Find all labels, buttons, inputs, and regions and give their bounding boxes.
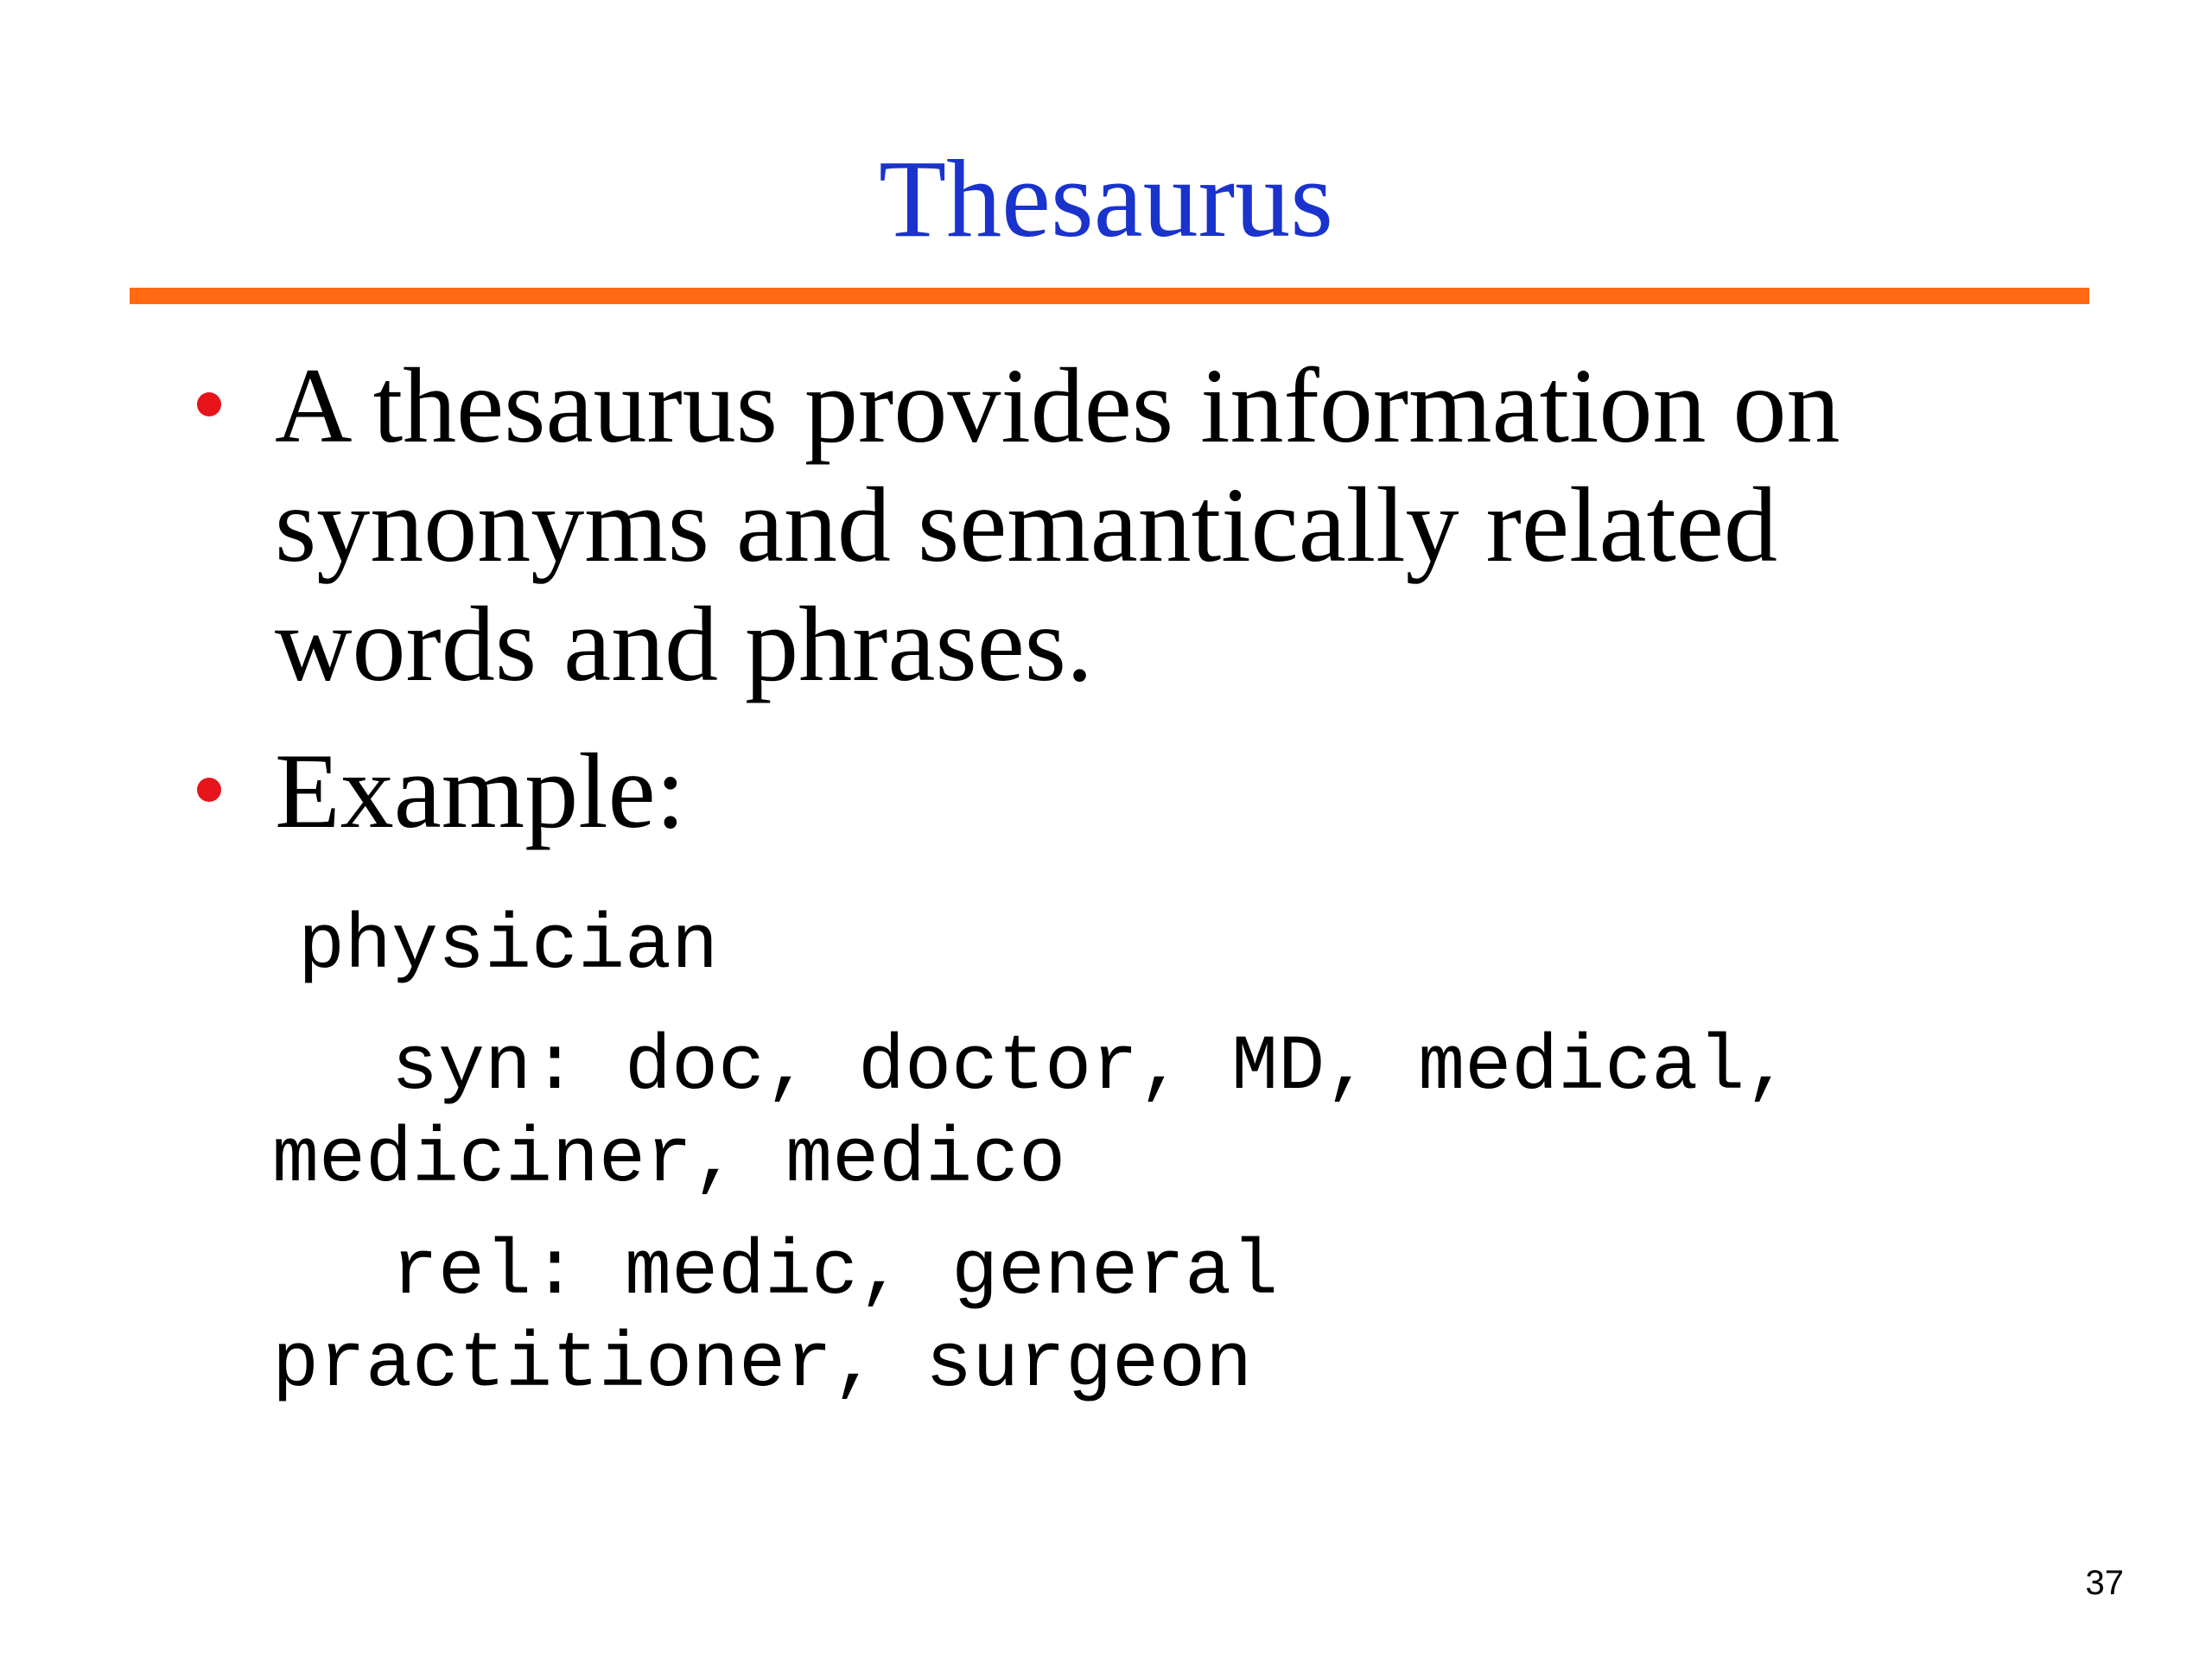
bullet-text-2: Example: bbox=[275, 732, 686, 850]
example-rel-line-2: practitioner, surgeon bbox=[272, 1321, 1253, 1409]
bullet-text-1: A thesaurus provides information on synonyms and semantically related words and phrases. bbox=[275, 346, 1840, 703]
bullet-dot bbox=[197, 392, 221, 416]
example-syn-line-1: syn: doc, doctor, MD, medical, bbox=[298, 1024, 1792, 1112]
bullet-icon bbox=[192, 762, 244, 814]
bullet-dot bbox=[197, 778, 221, 802]
example-syn-line-2: mediciner, medico bbox=[272, 1116, 1066, 1205]
example-rel-line-1: rel: medic, general bbox=[298, 1229, 1279, 1317]
slide-title: Thesaurus bbox=[878, 137, 1334, 260]
example-headword: physician bbox=[298, 903, 719, 991]
title-divider bbox=[130, 288, 2089, 304]
bullet-icon bbox=[192, 377, 244, 429]
page-number: 37 bbox=[2085, 1564, 2124, 1602]
